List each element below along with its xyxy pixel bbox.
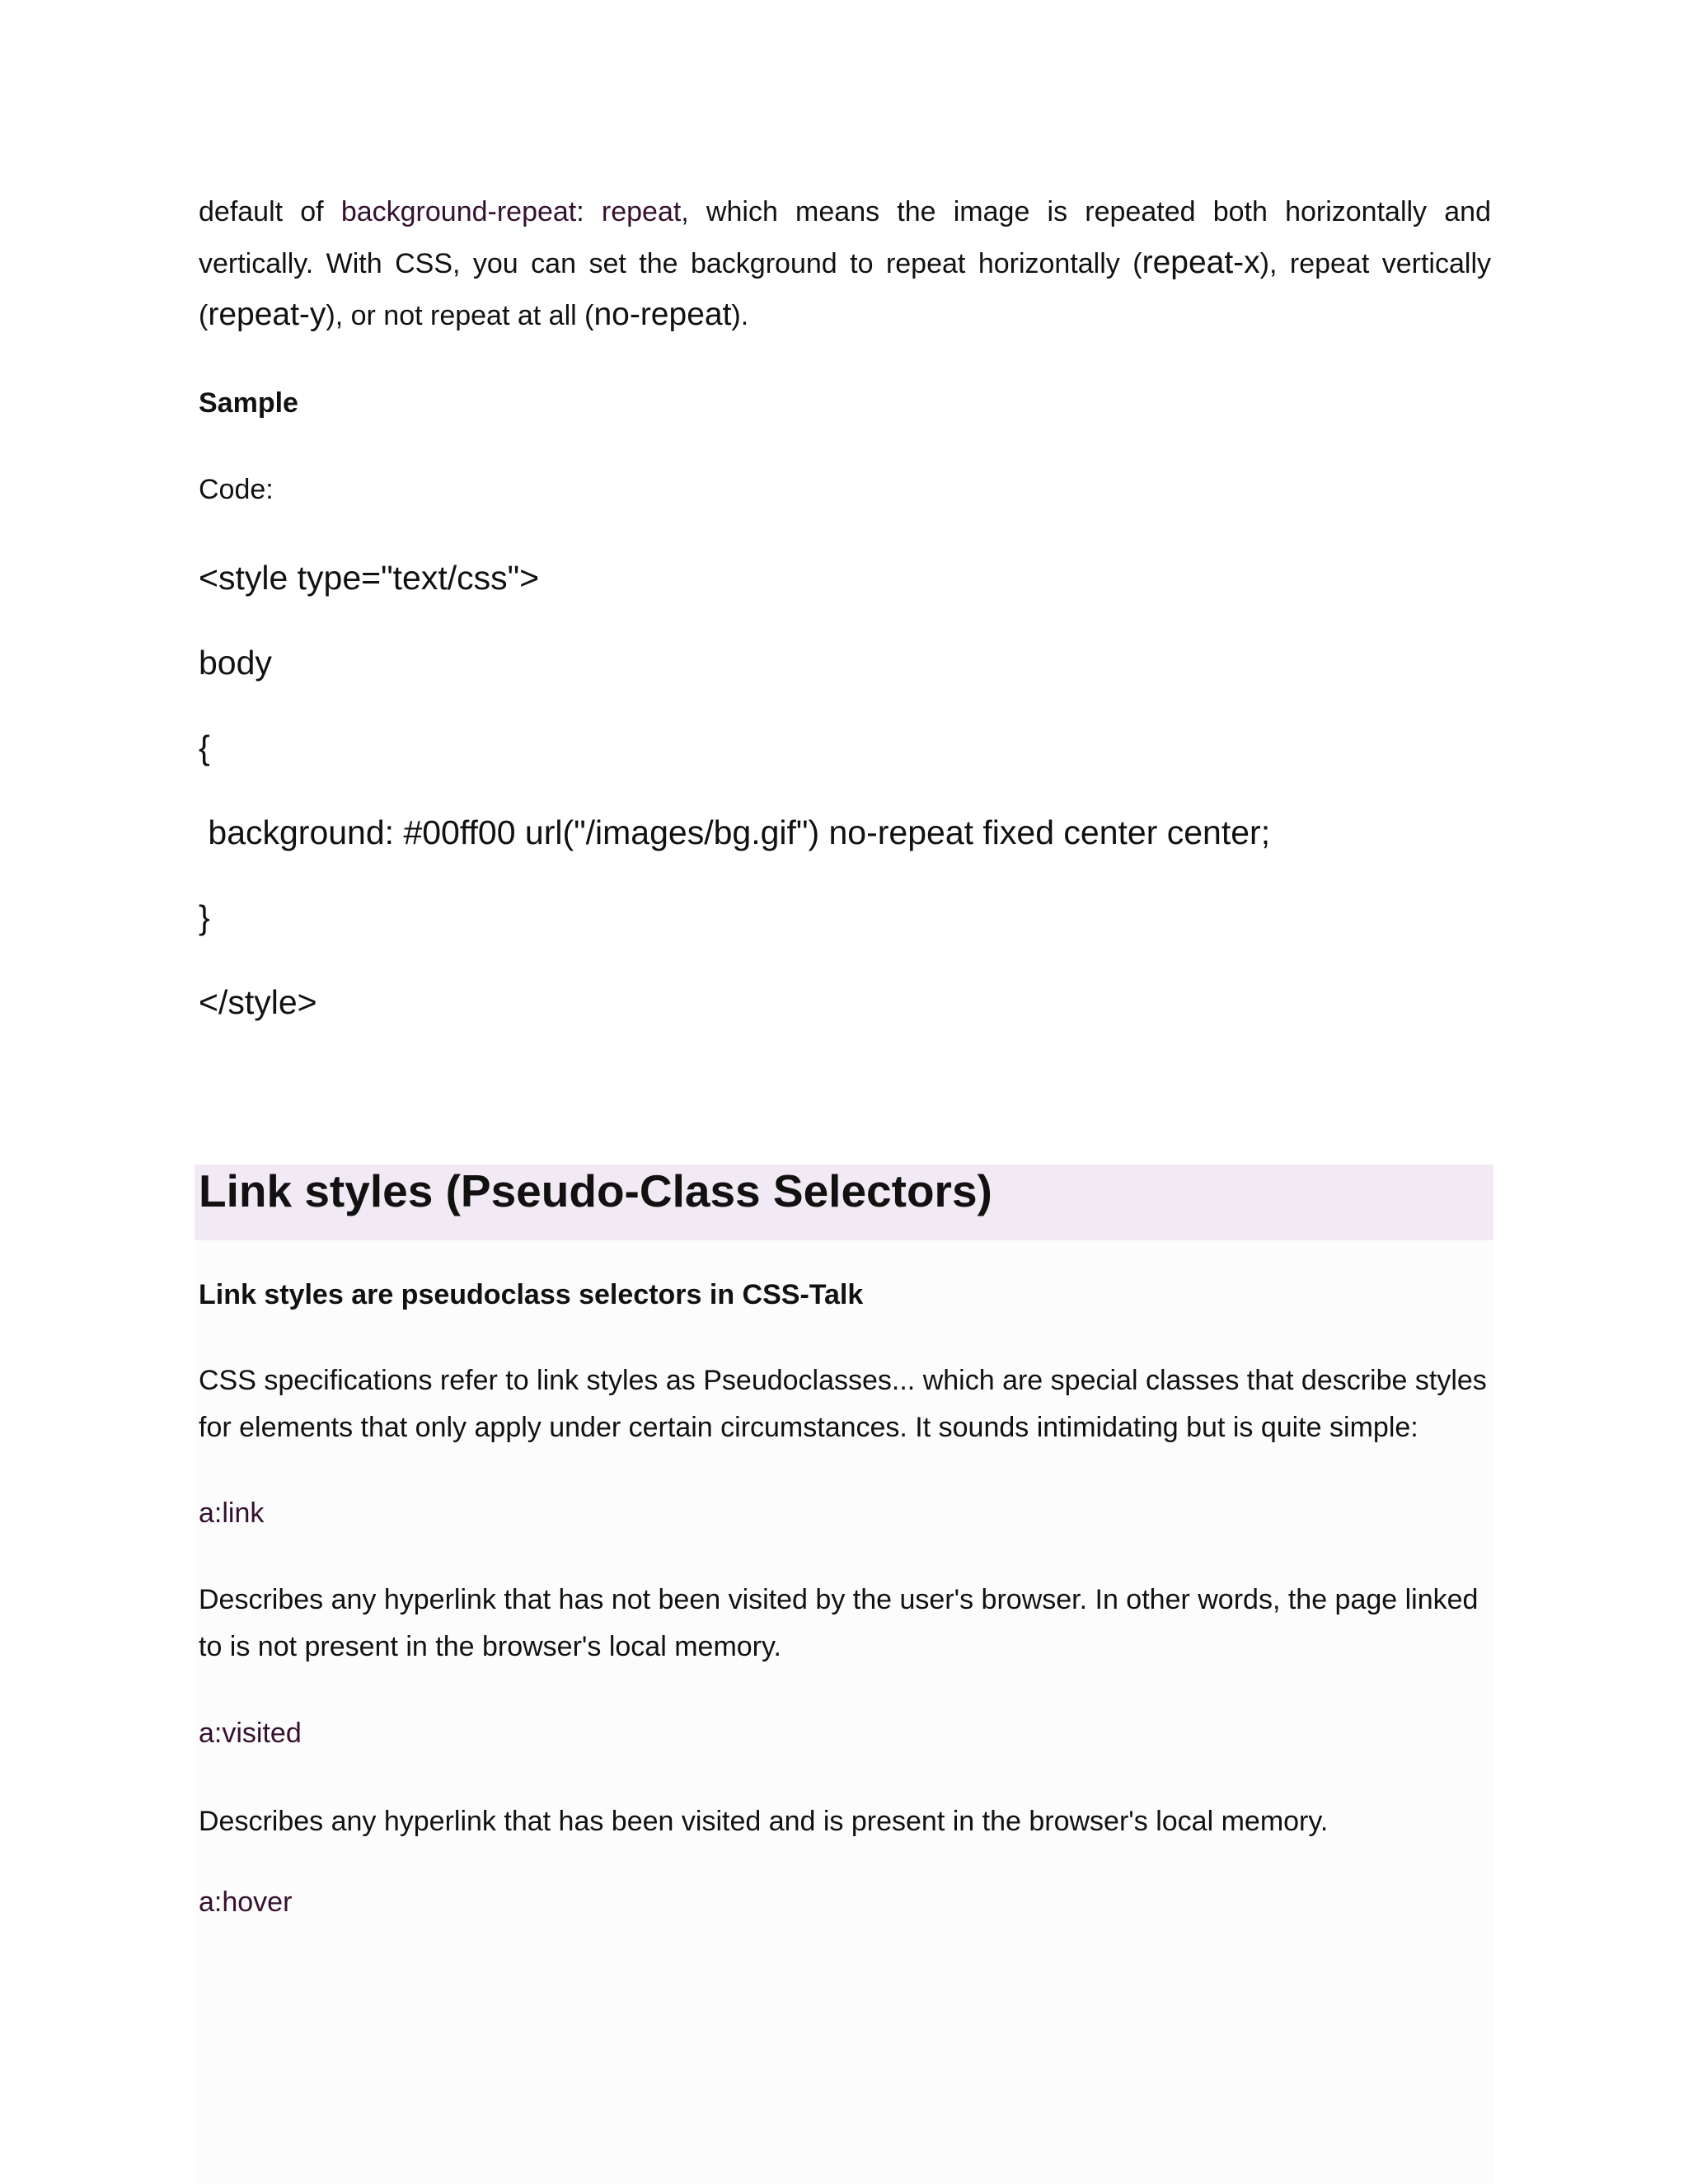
code-line-1: <style type="text/css"> bbox=[199, 559, 540, 597]
intro-text-3: , which means the image is repeated both horizontally and vertically. With CSS, you can set the background to repeat horizontally ( bbox=[199, 196, 1491, 279]
intro-text-1: default of bbox=[199, 196, 341, 227]
code-line-4: background: #00ff00 url("/images/bg.gif") no-repeat fixed center center; bbox=[199, 813, 1271, 851]
section-intro-paragraph: CSS specifications refer to link styles as Pseudoclasses... which are special classes that describe styles for elements that only apply under certain circumstances. It sounds intimidating but is quite simple: bbox=[199, 1365, 1487, 1443]
css-value-repeat-x: repeat-x bbox=[1142, 245, 1260, 280]
intro-text-2: : bbox=[576, 196, 602, 227]
css-value-repeat-y: repeat-y bbox=[208, 297, 326, 332]
code-line-6: </style> bbox=[199, 983, 317, 1021]
section-subheading: Link styles are pseudoclass selectors in CSS-Talk bbox=[199, 1279, 864, 1310]
selector-a-visited: a:visited bbox=[199, 1718, 302, 1749]
a-link-description: Describes any hyperlink that has not been visited by the user's browser. In other words, the page linked to is not present in the browser's local memory. bbox=[199, 1584, 1479, 1662]
css-property-background-repeat: background-repeat bbox=[340, 196, 577, 227]
selector-a-hover: a:hover bbox=[199, 1886, 293, 1918]
sample-heading: Sample bbox=[199, 387, 298, 419]
intro-text-4: ), repeat vertically ( bbox=[199, 248, 1491, 331]
code-line-5: } bbox=[199, 898, 210, 936]
a-visited-description: Describes any hyperlink that has been visited and is present in the browser's local memory. bbox=[199, 1806, 1329, 1837]
intro-text-6: ). bbox=[731, 300, 749, 331]
code-line-2: body bbox=[199, 644, 272, 682]
intro-paragraph bbox=[199, 187, 1491, 341]
css-value-repeat: repeat bbox=[601, 196, 682, 227]
section-title: Link styles (Pseudo-Class Selectors) bbox=[199, 1165, 992, 1216]
selector-a-link: a:link bbox=[199, 1497, 265, 1529]
intro-text-5: ), or not repeat at all ( bbox=[326, 300, 594, 331]
css-value-no-repeat: no-repeat bbox=[593, 297, 732, 332]
code-line-3: { bbox=[199, 729, 210, 766]
code-label: Code: bbox=[199, 474, 274, 505]
